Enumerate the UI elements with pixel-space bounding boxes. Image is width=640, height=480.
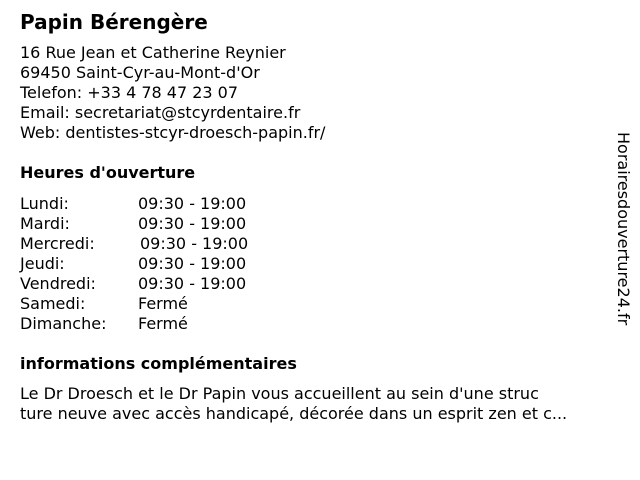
description-line: Le Dr Droesch et le Dr Papin vous accueillent au sein d'une struc xyxy=(20,384,539,403)
hours-row-monday xyxy=(20,194,248,214)
hours-row-tuesday xyxy=(20,214,248,234)
day-time: 09:30 - 19:00 xyxy=(140,234,249,253)
contact-block xyxy=(20,43,325,143)
site-watermark: Horairesdouverture24.fr xyxy=(614,132,633,326)
day-time: Fermé xyxy=(138,314,188,333)
day-label: Lundi: xyxy=(20,194,69,213)
street-address: 16 Rue Jean et Catherine Reynier xyxy=(20,43,286,62)
hours-heading: Heures d'ouverture xyxy=(20,163,196,182)
day-time: 09:30 - 19:00 xyxy=(138,194,247,213)
hours-row-thursday xyxy=(20,254,248,274)
day-label: Dimanche: xyxy=(20,314,107,333)
description-line: ture neuve avec accès handicapé, décorée dans un esprit zen et c... xyxy=(20,404,568,423)
hours-table xyxy=(20,194,248,334)
description xyxy=(20,384,616,424)
hours-row-sunday xyxy=(20,314,248,334)
day-label: Samedi: xyxy=(20,294,86,313)
city-address: 69450 Saint-Cyr-au-Mont-d'Or xyxy=(20,63,260,82)
page-title: Papin Bérengère xyxy=(20,10,208,34)
info-heading: informations complémentaires xyxy=(20,354,297,373)
website: Web: dentistes-stcyr-droesch-papin.fr/ xyxy=(20,123,326,142)
day-time: Fermé xyxy=(138,294,188,313)
day-label: Mercredi: xyxy=(20,234,95,253)
day-time: 09:30 - 19:00 xyxy=(138,274,247,293)
day-label: Vendredi: xyxy=(20,274,96,293)
hours-row-saturday xyxy=(20,294,248,314)
day-label: Jeudi: xyxy=(20,254,65,273)
phone-number: Telefon: +33 4 78 47 23 07 xyxy=(20,83,239,102)
hours-row-friday xyxy=(20,274,248,294)
day-label: Mardi: xyxy=(20,214,70,233)
email-address: Email: secretariat@stcyrdentaire.fr xyxy=(20,103,301,122)
watermark-container xyxy=(611,132,635,347)
hours-row-wednesday xyxy=(20,234,248,254)
day-time: 09:30 - 19:00 xyxy=(138,214,247,233)
day-time: 09:30 - 19:00 xyxy=(138,254,247,273)
